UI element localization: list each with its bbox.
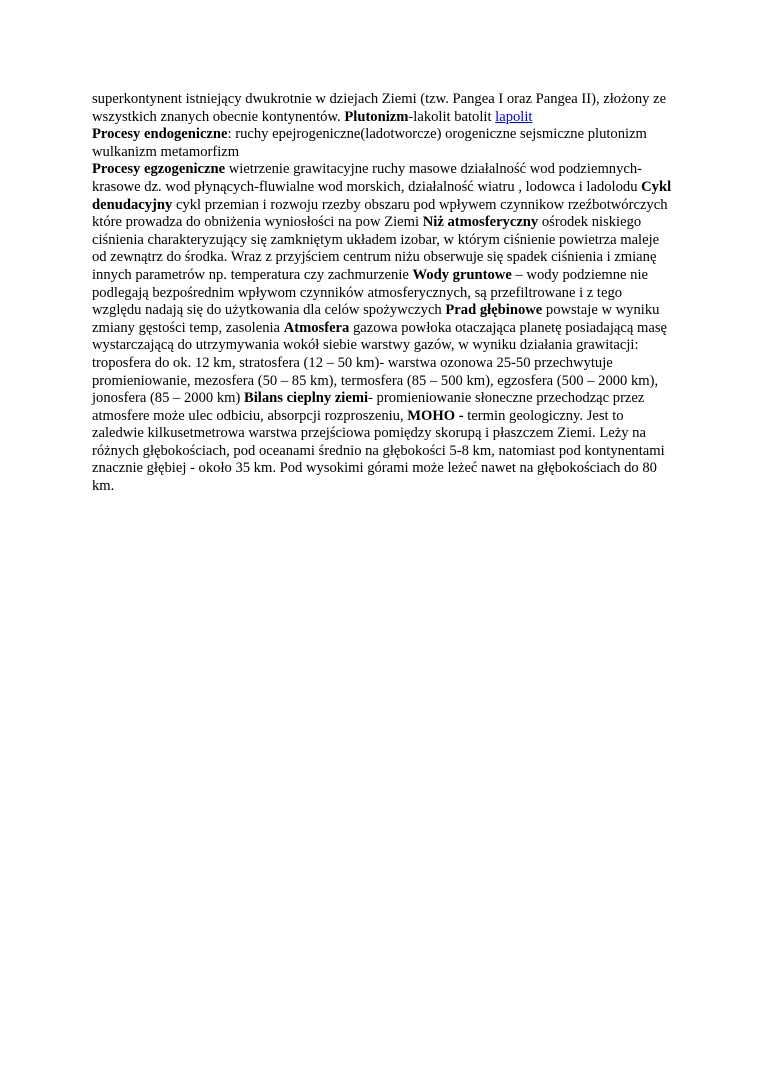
document-body (92, 91, 674, 496)
term-cykl-denudacyjny: Cykl denudacyjny (92, 178, 672, 213)
bilans-cieplny-text: - promieniowanie słoneczne przechodząc przez atmosfere może ulec odbiciu, absorpcji rozproszeniu, (92, 390, 645, 424)
endogeniczne-text: : ruchy epejrogeniczne(ladotworcze) orogeniczne sejsmiczne plutonizm wulkanizm metamorfizm (92, 126, 647, 160)
term-moho: MOHO - (407, 407, 464, 424)
lapolit-link[interactable]: lapolit (495, 108, 533, 125)
term-wody-gruntowe: Wody gruntowe (412, 266, 512, 283)
paragraph-endogeniczne (92, 126, 674, 161)
paragraph-pangea (92, 91, 674, 126)
niz-atmosferyczny-text: ośrodek niskiego ciśnienia charakteryzujący się zamkniętym układem izobar, w którym ciśnienie powietrza maleje od zewnątrz do środka. Wraz z przyjściem centrum niżu obserwuje się spadek ciśnienia i zmianę innych parametrów np. temperatura czy zachmurzenie (92, 214, 660, 283)
term-atmosfera: Atmosfera (283, 319, 350, 336)
wody-gruntowe-text: – wody podziemne nie podlegają bezpośrednim wpływom czynników atmosferycznych, są przefiltrowane i z tego względu nadają się do użytkowania dla celów spożywczych (92, 266, 649, 319)
egzogeniczne-text: wietrzenie grawitacyjne ruchy masowe działalność wod podziemnych-krasowe dz. wod płynących-fluwialne wod morskich, działalność wiatru , lodowca i ladolodu (92, 161, 643, 195)
term-bilans-cieplny: Bilans cieplny ziemi (244, 390, 369, 407)
term-niz-atmosferyczny: Niż atmosferyczny (422, 214, 539, 231)
term-plutonizm: Plutonizm (344, 108, 409, 125)
cykl-denudacyjny-text: cykl przemian i rozwoju rzezby obszaru pod wpływem czynnikow rzeźbotwórczych które prowadza do obniżenia wyniosłości na pow Ziemi (92, 196, 668, 231)
term-prad-glebinowe: Prad głębinowe (445, 302, 543, 319)
term-procesy-egzogeniczne: Procesy egzogeniczne (92, 161, 226, 178)
atmosfera-text: gazowa powłoka otaczająca planetę posiadającą masę wystarczającą do utrzymywania wokół siebie warstwy gazów, w wyniku działania grawitacji: troposfera do ok. 12 km, stratosfera (12 – 50 km)- warstwa ozonowa 25-50 przechwytuje promieniowanie, mezosfera (50 – 85 km), termosfera (85 – 500 km), egzosfera (500 – 2000 km), jonosfera (85 – 2000 km) (92, 319, 667, 407)
plutonizm-text: -lakolit batolit (408, 108, 496, 125)
term-procesy-endogeniczne: Procesy endogeniczne (92, 126, 228, 143)
prad-glebinowe-text: powstaje w wyniku zmiany gęstości temp, zasolenia (92, 302, 660, 336)
moho-text: termin geologiczny. Jest to zaledwie kilkusetmetrowa warstwa przejściowa pomiędzy skorupą i płaszczem Ziemi. Leży na różnych głębokościach, pod oceanami średnio na głębokości 5-8 km, natomiast pod kontynentami znacznie głębiej - około 35 km. Pod wysokimi górami może leżeć nawet na głębokościach do 80 km. (92, 407, 665, 495)
pangea-text: superkontynent istniejący dwukrotnie w dziejach Ziemi (tzw. Pangea I oraz Pangea II), złożony ze wszystkich znanych obecnie kontynentów. (92, 91, 667, 125)
paragraph-egzogeniczne (92, 161, 674, 495)
